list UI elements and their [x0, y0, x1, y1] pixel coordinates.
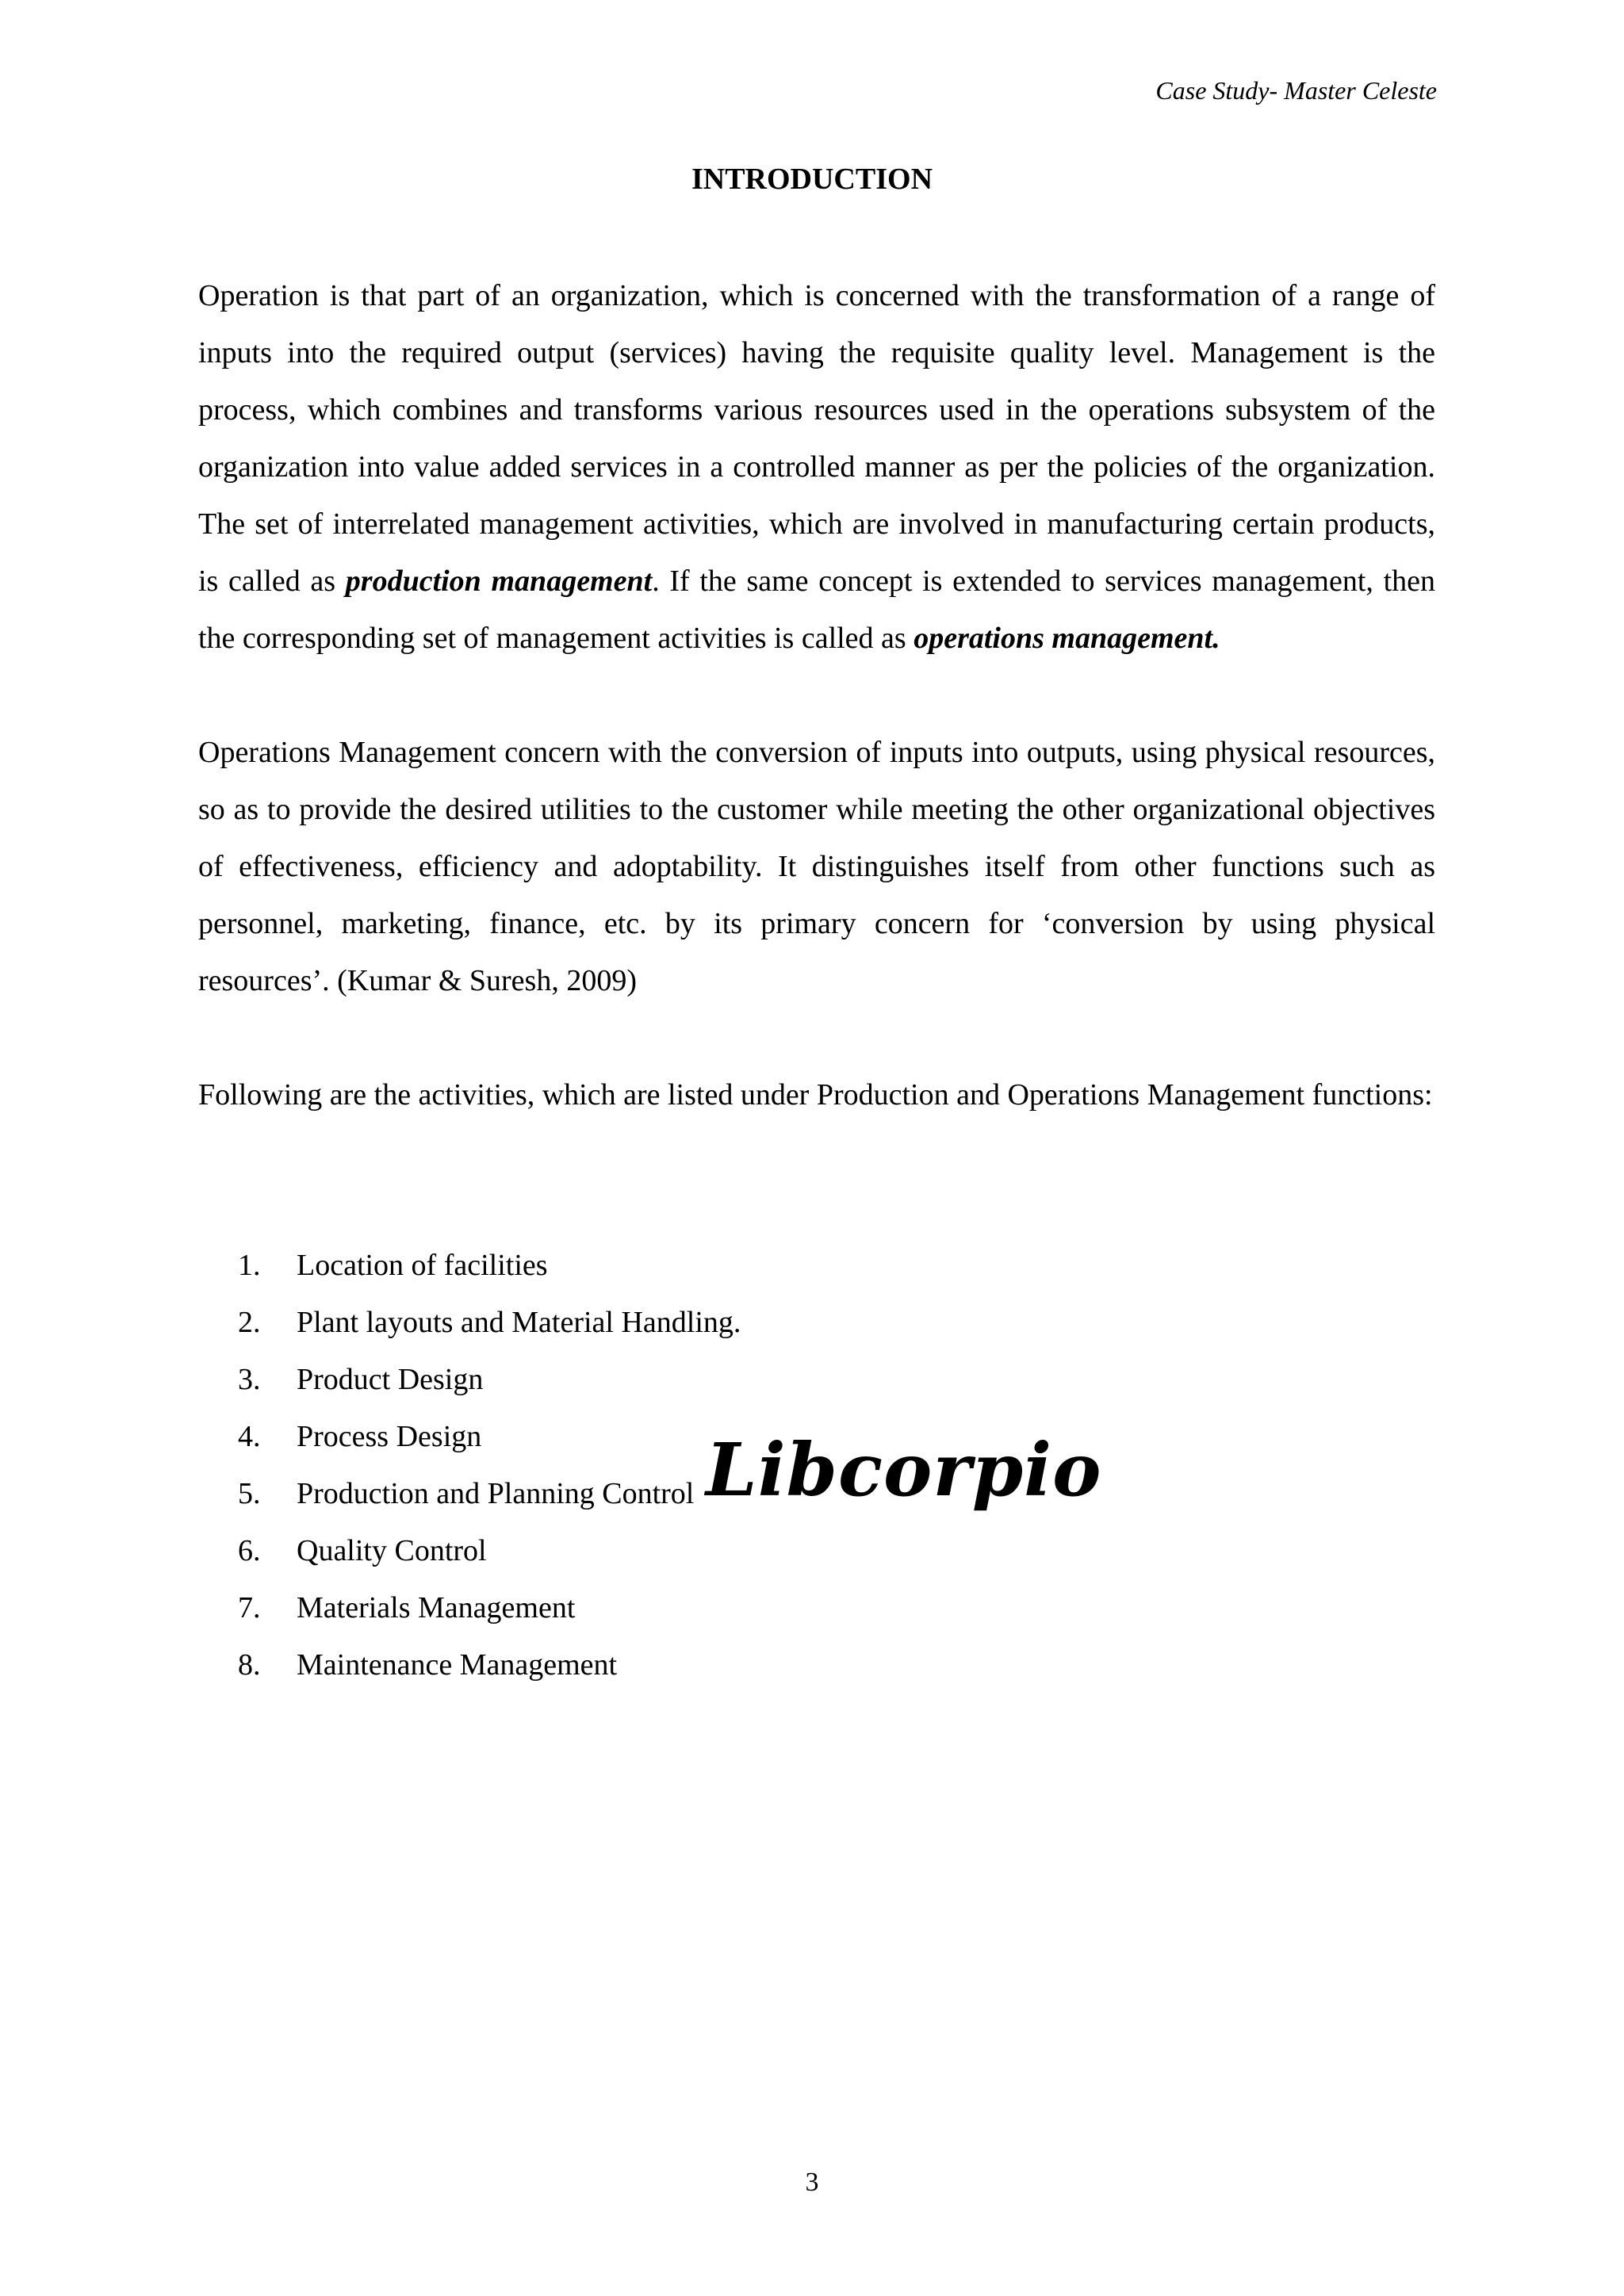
list-item [238, 1351, 741, 1408]
list-text: Plant layouts and Material Handling. [297, 1306, 741, 1339]
list-number: 6. [238, 1534, 261, 1567]
emphasis-production-management: production management [345, 564, 653, 598]
running-header: Case Study- Master Celeste [1155, 76, 1437, 105]
list-item [238, 1294, 741, 1351]
list-text: Product Design [297, 1363, 484, 1396]
page-number: 3 [805, 2168, 819, 2197]
list-text: Materials Management [297, 1591, 576, 1624]
list-number: 1. [238, 1249, 261, 1282]
list-number: 5. [238, 1477, 261, 1510]
list-number: 3. [238, 1363, 261, 1396]
list-item [238, 1465, 741, 1522]
list-text: Production and Planning Control [297, 1477, 695, 1510]
list-text: Process Design [297, 1420, 482, 1453]
paragraph-text: . If the same concept is extended to services management, then the corresponding set of management activities is called as [198, 564, 1436, 655]
paragraph-definition [198, 267, 1435, 667]
list-number: 2. [238, 1306, 261, 1339]
list-item [238, 1636, 741, 1693]
list-item [238, 1579, 741, 1636]
activities-list [238, 1237, 741, 1693]
section-title: INTRODUCTION [691, 163, 933, 196]
list-text: Quality Control [297, 1534, 487, 1567]
paragraph-text: Operation is that part of an organization, which is concerned with the transformation of a range of inputs into the required output (services) having the requisite quality level. Management is the process, which combines and transforms various resources used in the operations subsystem of the organization into value added services in a controlled manner as per the policies of the organization. The set of interrelated management activities, which are involved in manufacturing certain products, is called as [198, 279, 1435, 598]
paragraph-activities-intro: Following are the activities, which are listed under Production and Operations Management functions: [198, 1078, 1433, 1112]
list-number: 8. [238, 1648, 261, 1682]
list-item [238, 1522, 741, 1579]
list-item [238, 1237, 741, 1294]
emphasis-operations-management: operations management. [914, 622, 1220, 655]
watermark-logo: Libcorpio [706, 1427, 1102, 1513]
list-item [238, 1408, 741, 1465]
list-number: 7. [238, 1591, 261, 1624]
list-text: Maintenance Management [297, 1648, 618, 1682]
list-text: Location of facilities [297, 1249, 548, 1282]
paragraph-operations-management: Operations Management concern with the conversion of inputs into outputs, using physical resources, so as to provide the desired utilities to the customer while meeting the other organizational objectives of effectiveness, efficiency and adoptability. It distinguishes itself from other functions such as personnel, marketing, finance, etc. by its primary concern for ‘conversion by using physical resources’. (Kumar & Suresh, 2009) [198, 736, 1435, 997]
list-number: 4. [238, 1420, 261, 1453]
